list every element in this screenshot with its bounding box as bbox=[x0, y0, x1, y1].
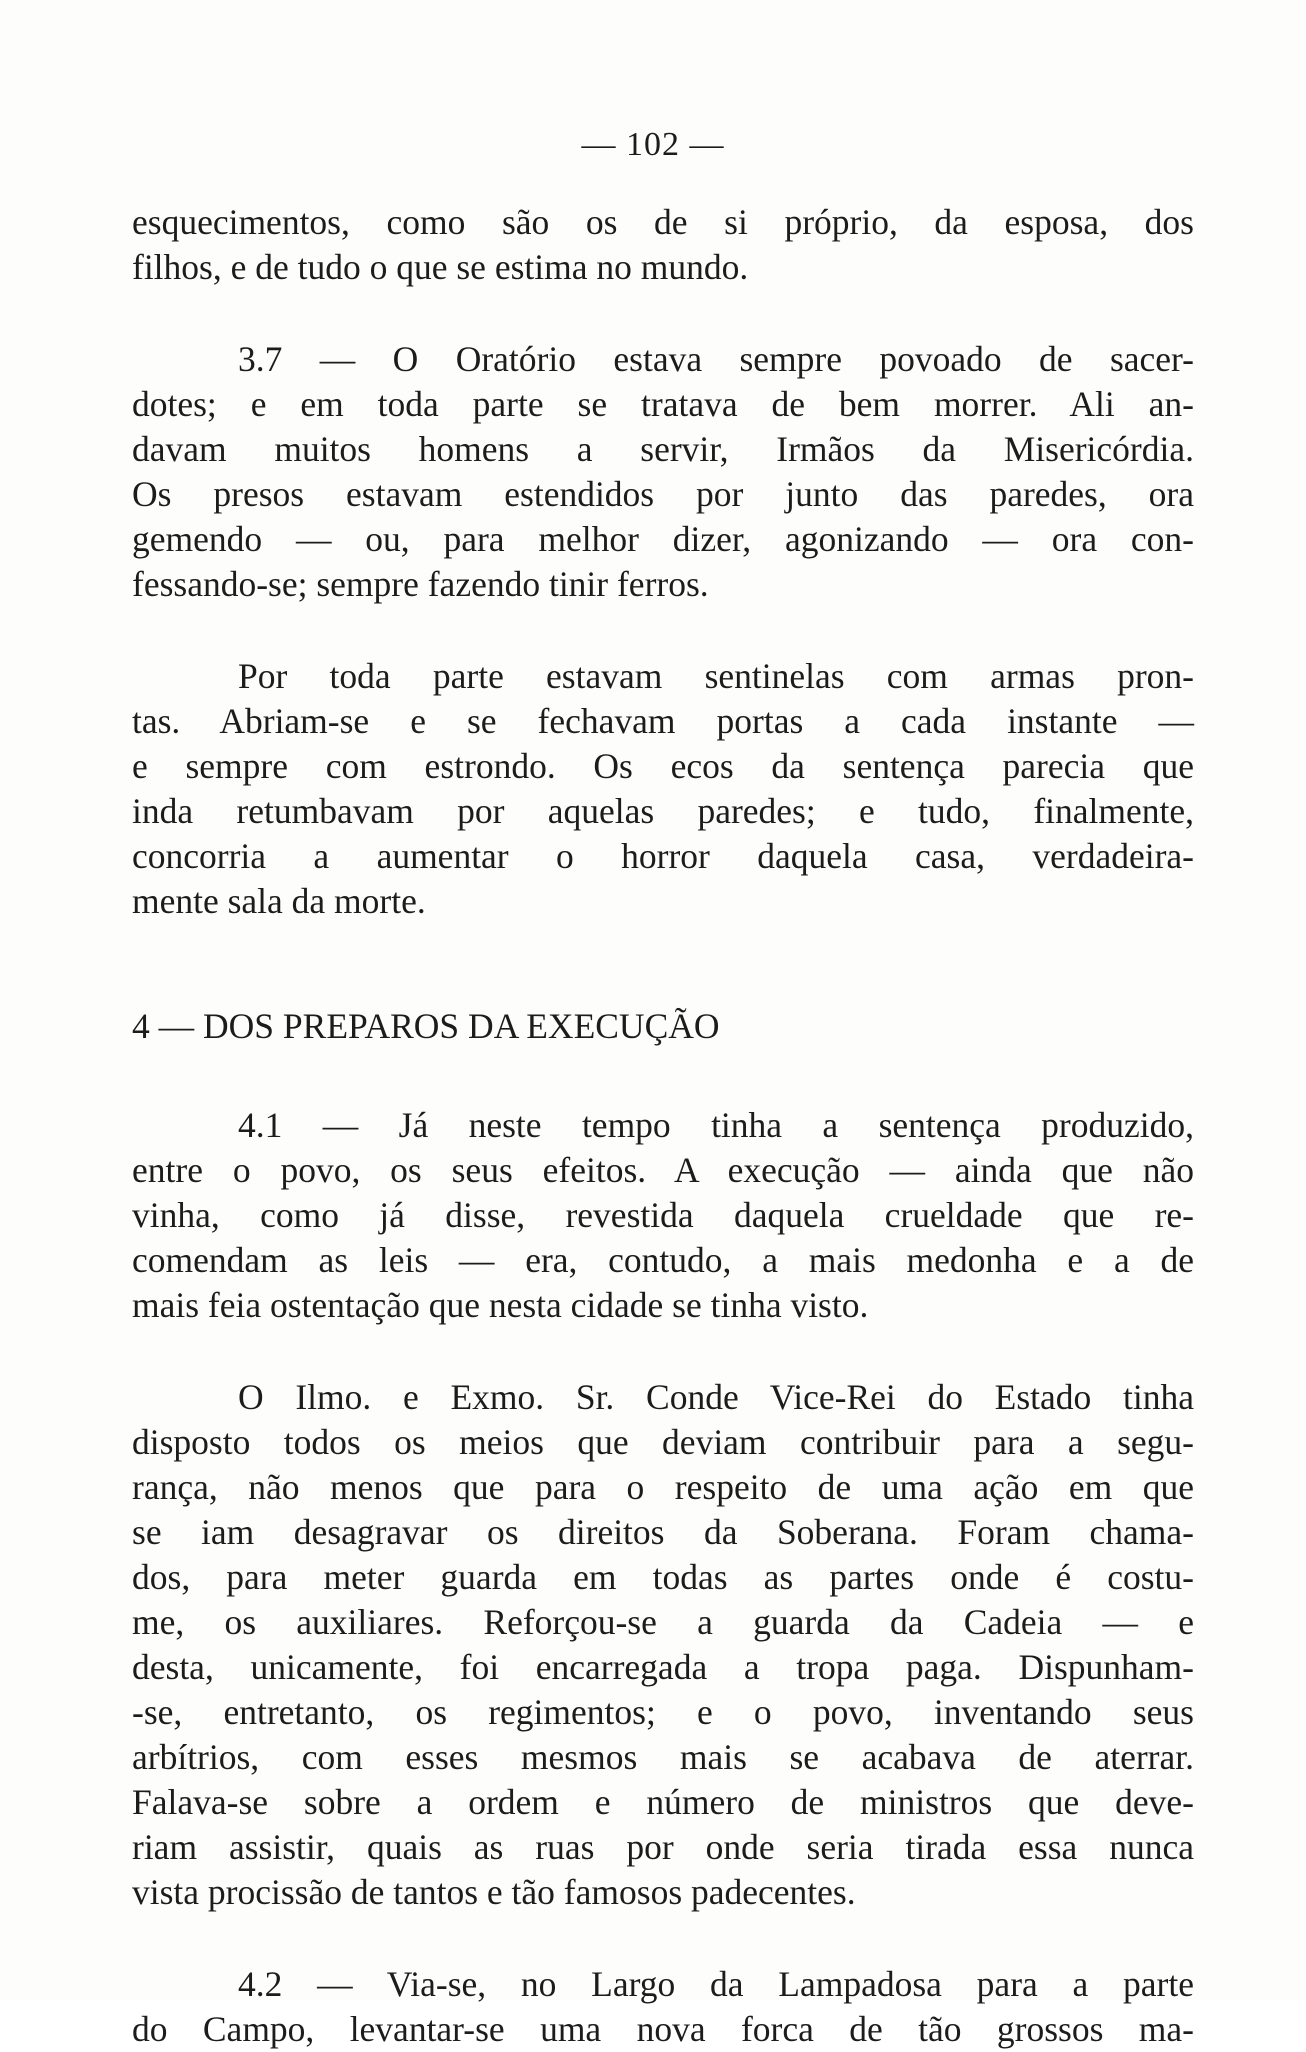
text-line: -se, entretanto, os regimentos; e o povo, inventando seus bbox=[132, 1692, 1194, 1732]
text-line: O Ilmo. e Exmo. Sr. Conde Vice-Rei do Estado tinha bbox=[238, 1377, 1194, 1417]
text-line: riam assistir, quais as ruas por onde seria tirada essa nunca bbox=[132, 1827, 1194, 1867]
text-line: Falava-se sobre a ordem e número de ministros que deve- bbox=[132, 1782, 1194, 1822]
text-line: esquecimentos, como são os de si próprio, da esposa, dos bbox=[132, 202, 1194, 242]
paragraph-4-2 bbox=[132, 1962, 1194, 2052]
paragraph-4-1 bbox=[132, 1103, 1194, 1328]
text-line: arbítrios, com esses mesmos mais se acabava de aterrar. bbox=[132, 1737, 1194, 1777]
page-number: — 102 — bbox=[581, 126, 725, 163]
text-line: me, os auxiliares. Reforçou-se a guarda da Cadeia — e bbox=[132, 1602, 1194, 1642]
paragraph bbox=[132, 654, 1194, 924]
text-line: dos, para meter guarda em todas as partes onde é costu- bbox=[132, 1557, 1194, 1597]
paragraph bbox=[132, 1375, 1194, 1915]
text-line: mente sala da morte. bbox=[132, 881, 426, 921]
text-line: rança, não menos que para o respeito de uma ação em que bbox=[132, 1467, 1194, 1507]
text-line: Os presos estavam estendidos por junto das paredes, ora bbox=[132, 474, 1194, 514]
text-line: vinha, como já disse, revestida daquela crueldade que re- bbox=[132, 1195, 1194, 1235]
text-line: disposto todos os meios que deviam contribuir para a segu- bbox=[132, 1422, 1194, 1462]
text-line: mais feia ostentação que nesta cidade se tinha visto. bbox=[132, 1285, 869, 1325]
text-line: entre o povo, os seus efeitos. A execução — ainda que não bbox=[132, 1150, 1194, 1190]
text-line: do Campo, levantar-se uma nova forca de tão grossos ma- bbox=[132, 2009, 1194, 2049]
section-heading: 4 — DOS PREPAROS DA EXECUÇÃO bbox=[132, 1006, 720, 1046]
text-line: 3.7 — O Oratório estava sempre povoado de sacer- bbox=[238, 339, 1194, 379]
text-line: 4.2 — Via-se, no Largo da Lampadosa para a parte bbox=[238, 1964, 1194, 2004]
text-line: dotes; e em toda parte se tratava de bem morrer. Ali an- bbox=[132, 384, 1194, 424]
body-text bbox=[132, 200, 1194, 2052]
text-line: vista procissão de tantos e tão famosos padecentes. bbox=[132, 1872, 856, 1912]
text-line: e sempre com estrondo. Os ecos da sentença parecia que bbox=[132, 746, 1194, 786]
text-line: tas. Abriam-se e se fechavam portas a cada instante — bbox=[132, 701, 1194, 741]
text-line: comendam as leis — era, contudo, a mais medonha e a de bbox=[132, 1240, 1194, 1280]
paragraph bbox=[132, 200, 1194, 290]
text-line: filhos, e de tudo o que se estima no mundo. bbox=[132, 247, 749, 287]
text-line: davam muitos homens a servir, Irmãos da Misericórdia. bbox=[132, 429, 1194, 469]
text-line: se iam desagravar os direitos da Soberana. Foram chama- bbox=[132, 1512, 1194, 1552]
paragraph-3-7 bbox=[132, 337, 1194, 607]
text-line: Por toda parte estavam sentinelas com armas pron- bbox=[238, 656, 1194, 696]
text-line: gemendo — ou, para melhor dizer, agonizando — ora con- bbox=[132, 519, 1194, 559]
text-line: desta, unicamente, foi encarregada a tropa paga. Dispunham- bbox=[132, 1647, 1194, 1687]
text-line: concorria a aumentar o horror daquela casa, verdadeira- bbox=[132, 836, 1194, 876]
text-line: fessando-se; sempre fazendo tinir ferros. bbox=[132, 564, 709, 604]
text-line: 4.1 — Já neste tempo tinha a sentença produzido, bbox=[238, 1105, 1194, 1145]
text-line: inda retumbavam por aquelas paredes; e tudo, finalmente, bbox=[132, 791, 1194, 831]
